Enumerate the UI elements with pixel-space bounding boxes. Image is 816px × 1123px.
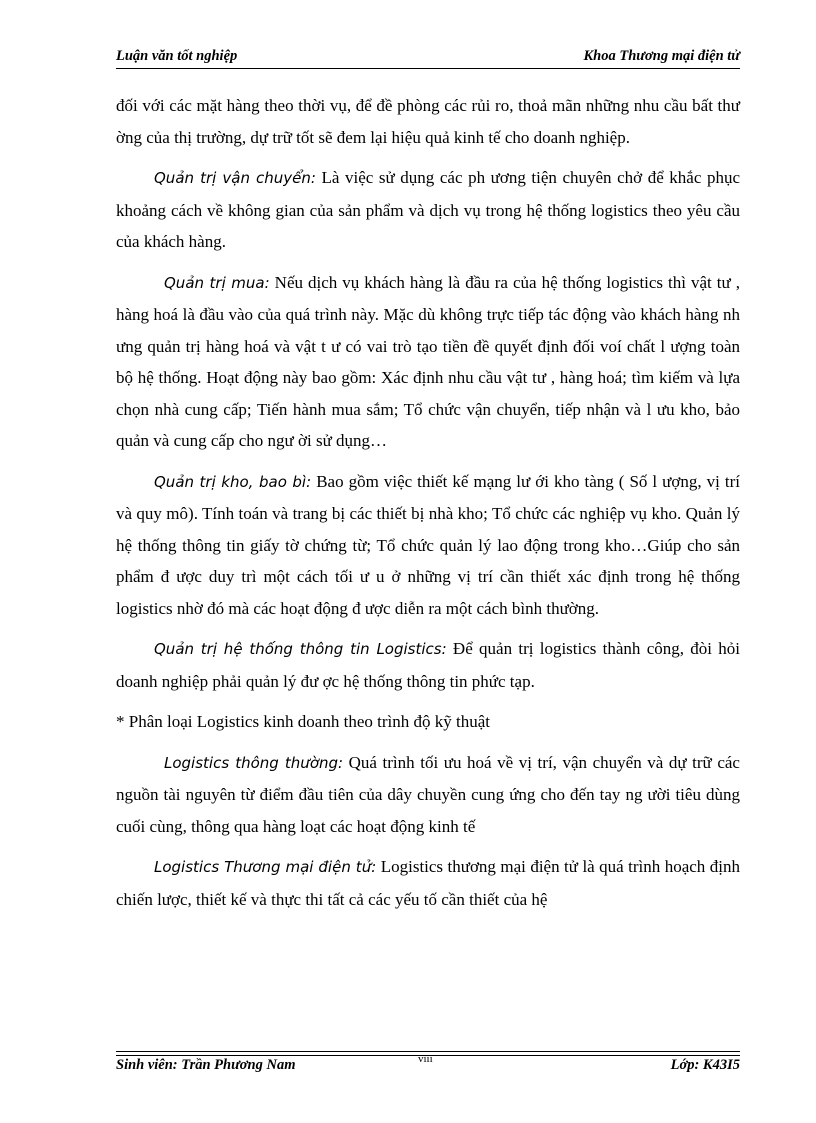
paragraph-8-text: Logistics thương mại điện tử là quá trình hoạch định chiến lược, thiết kế và thực thi tất cả các yếu tố cần thiết của hệ — [116, 857, 740, 909]
paragraph-7-text: Quá trình tối ưu hoá về vị trí, vận chuyển và dự trữ các nguồn tài nguyên từ điểm đầu tiên của dây chuyền cung ứng cho đến tay ng ười tiêu dùng cuối cùng, thông qua hàng loạt các hoạt động kinh tế — [116, 752, 740, 836]
paragraph-2 — [116, 162, 740, 258]
footer-class: Lớp: K43I5 — [670, 1057, 740, 1073]
paragraph-5-lead: Quản trị hệ thống thông tin Logistics: — [154, 640, 447, 658]
paragraph-2-text: Là việc sử dụng các ph ương tiện chuyên chở để khắc phục khoảng cách về không gian của sản phẩm và dịch vụ trong hệ thống logistics theo yêu cầu của khách hàng. — [116, 168, 740, 251]
paragraph-8 — [116, 851, 740, 915]
paragraph-4 — [116, 466, 740, 625]
paragraph-1 — [116, 90, 740, 153]
paragraph-5 — [116, 633, 740, 697]
footer-student: Sinh viên: Trần Phương Nam — [116, 1057, 296, 1073]
paragraph-7-lead: Logistics thông thường: — [164, 753, 344, 772]
header-faculty: Khoa Thương mại điện tử — [583, 48, 740, 64]
paragraph-3 — [116, 267, 740, 457]
header-rule — [116, 68, 740, 69]
footer-page-number: viii — [418, 1053, 433, 1065]
paragraph-5-text: Để quản trị logistics thành công, đòi hỏi doanh nghiệp phải quản lý đư ợc hệ thống thông tin phức tạp. — [116, 639, 740, 691]
paragraph-2-lead: Quản trị vận chuyển: — [154, 169, 316, 187]
paragraph-8-lead: Logistics Thương mại điện tử: — [154, 858, 377, 876]
paragraph-1-text: đối với các mặt hàng theo thời vụ, để đề phòng các rủi ro, thoả mãn những nhu cầu bất thư ờng của thị trường, dự trữ tốt sẽ đem lại hiệu quả kinh tế cho doanh nghiệp. — [116, 96, 740, 147]
paragraph-3-text: Nếu dịch vụ khách hàng là đầu ra của hệ thống logistics thì vật tư , hàng hoá là đầu vào của quá trình này. Mặc dù không trực tiếp tác động vào khách hàng nh ưng quản trị hàng hoá và vật t ư có vai trò tạo tiền đề quyết định đối voí chất l ượng toàn bộ hệ thống. Hoạt động này bao gồm: Xác định nhu cầu vật tư , hàng hoá; tìm kiếm và lựa chọn nhà cung cấp; Tiến hành mua sắm; Tổ chức vận chuyển, tiếp nhận và l ưu kho, bảo quản và cung cấp cho ngư ời sử dụng… — [116, 272, 740, 450]
paragraph-4-lead: Quản trị kho, bao bì: — [154, 472, 312, 491]
paragraph-3-lead: Quản trị mua: — [164, 273, 270, 292]
paragraph-7 — [116, 747, 740, 843]
page-header — [116, 48, 740, 70]
paragraph-6 — [116, 706, 740, 738]
footer-rule-top — [116, 1051, 740, 1052]
header-thesis-title: Luận văn tốt nghiệp — [116, 48, 238, 64]
paragraph-6-text: * Phân loại Logistics kinh doanh theo trình độ kỹ thuật — [116, 712, 490, 731]
page-body — [116, 90, 740, 924]
page-footer — [116, 1053, 740, 1079]
paragraph-4-text: Bao gồm việc thiết kế mạng lư ới kho tàng ( Số l ượng, vị trí và quy mô). Tính toán và trang bị các thiết bị nhà kho; Tổ chức các nghiệp vụ kho. Quản lý hệ thống thông tin giấy tờ chứng từ; Tổ chức quản lý lao động trong kho…Giúp cho sản phẩm đ ược duy trì một cách tối ư u ở những vị trí cần thiết xác định trong hệ thống logistics nhờ đó mà các hoạt động đ ược diễn ra một cách bình thường. — [116, 471, 741, 618]
